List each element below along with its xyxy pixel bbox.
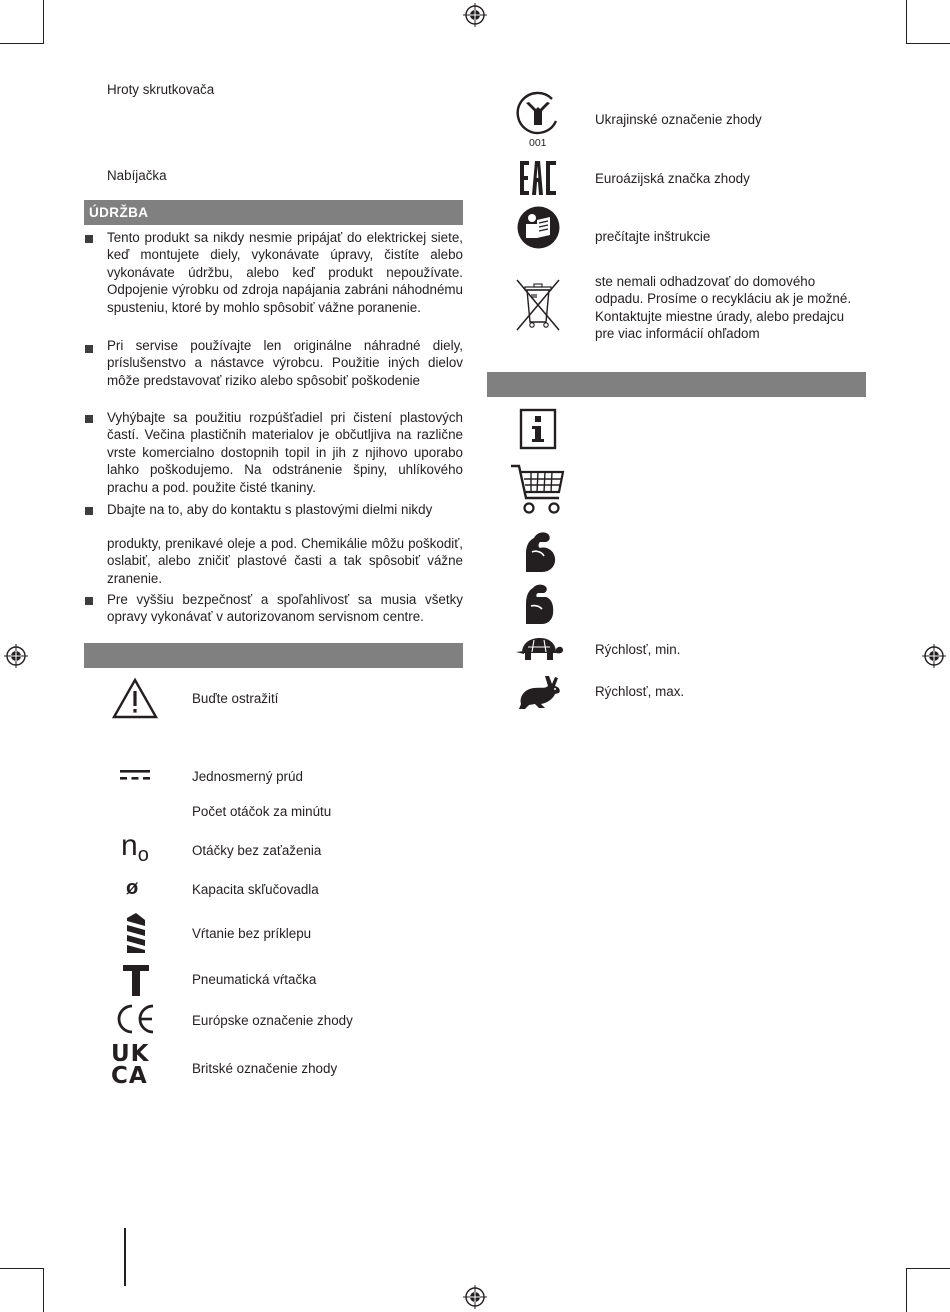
symbol-label: Pneumatická vŕtačka [192, 972, 317, 987]
symbol-label: Jednosmerný prúd [192, 769, 303, 784]
registration-mark-icon [4, 644, 28, 668]
maintenance-bullet: Pre vyššiu bezpečnosť a spoľahlivosť sa musia všetky opravy vykonávať v autorizovanom servisnom centre. [107, 592, 463, 625]
maintenance-bullet: Pri servise používajte len originálne náhradné diely, príslušenstvo a nástavce výrobcu. Použitie iných dielov môže predstavovať riziko alebo spôsobiť poškodenie [107, 338, 463, 388]
mark-label: Ukrajinské označenie zhody [595, 112, 762, 127]
hammer-icon [121, 963, 151, 997]
ukrainian-mark-code: 001 [529, 137, 547, 149]
maintenance-bullet-continuation: produkty, prenikavé oleje a pod. Chemikálie môžu poškodiť, oslabiť, alebo zničiť plastové časti a tak spôsobiť vážne zranenie. [107, 536, 463, 586]
crop-mark [906, 1268, 907, 1312]
symbol-label: Počet otáčok za minútu [192, 804, 332, 819]
crop-mark [0, 43, 44, 44]
ukca-mark-bottom: CA [111, 1063, 148, 1089]
drill-bit-icon [124, 912, 148, 954]
no-load-speed-subscript: o [137, 844, 149, 866]
symbols-section-header [84, 643, 463, 668]
mark-label: prečítajte inštrukcie [595, 229, 711, 244]
maintenance-section-header: ÚDRŽBA [84, 200, 463, 225]
bullet-marker [85, 235, 93, 243]
crop-mark [0, 1268, 44, 1269]
symbol-label: Európske označenie zhody [192, 1013, 353, 1028]
crop-mark [906, 1268, 950, 1269]
rabbit-icon [515, 674, 563, 710]
crop-mark [906, 43, 950, 44]
ukca-mark-icon [111, 1043, 161, 1087]
maintenance-bullet: Vyhýbajte sa použitiu rozpúšťadiel pri čistení plastových častí. Večina plastičnih materialov je občutljiva na različne vrste komercialno dostopnih topil in jih z njihovo uporabo lahko poškodujemo. Na odstránenie špiny, uhlíkového prachu a pod. použite čisté tkaniny. [107, 410, 463, 495]
no-load-speed-glyph: n [121, 829, 138, 862]
accessory-item: Nabíjačka [107, 168, 167, 183]
diameter-icon: ø [126, 877, 139, 899]
maintenance-bullet: Tento produkt sa nikdy nesmie pripájať do elektrickej siete, keď montujete diely, vykonávate úpravy, čistíte alebo vykonávate údržbu, alebo keď produkt nepoužívate. Odpojenie výrobku od zdroja napájania zabráni náhodnému spusteniu, ktoré by mohlo spôsobiť vážne poranenie. [107, 230, 463, 315]
warning-triangle-icon [111, 677, 159, 720]
turtle-icon [514, 635, 564, 663]
bullet-marker [85, 345, 93, 353]
symbol-label: Vŕtanie bez príklepu [192, 926, 312, 941]
page-margin-line [124, 1228, 126, 1286]
crop-mark [906, 0, 907, 44]
icon-label: Rýchlosť, max. [595, 684, 685, 699]
mark-label: ste nemali odhadzovať do domového odpadu. Prosíme o recykláciu ak je možné. Kontaktujte miestne úrady, alebo predajcu pre viac informácií ohľadom [595, 274, 852, 342]
read-manual-icon [517, 206, 560, 249]
no-load-speed-icon [121, 829, 157, 865]
registration-mark-icon [463, 3, 487, 27]
symbol-label: Otáčky bez zaťaženia [192, 843, 322, 858]
crop-mark [43, 1268, 44, 1312]
ukrainian-conformity-icon [514, 89, 562, 137]
symbol-label: Britské označenie zhody [192, 1061, 338, 1076]
crossed-bin-icon [513, 278, 563, 332]
shopping-cart-icon [509, 462, 565, 516]
strong-arm-icon [520, 530, 558, 574]
arm-icon [520, 582, 558, 626]
ukca-mark-top: UK [111, 1041, 150, 1067]
ce-mark-icon [115, 1003, 157, 1035]
symbol-label: Kapacita skľučovadla [192, 882, 319, 897]
registration-mark-icon [922, 644, 946, 668]
symbol-label: Buďte ostražití [192, 691, 279, 706]
maintenance-bullet: Dbajte na to, aby do kontaktu s plastovými dielmi nikdy [107, 502, 433, 517]
icon-label: Rýchlosť, min. [595, 642, 681, 657]
eac-mark-icon [518, 160, 558, 196]
bullet-marker [85, 597, 93, 605]
bullet-marker [85, 507, 93, 515]
info-icon [519, 408, 557, 450]
direct-current-icon [119, 768, 151, 782]
icons-section-header [487, 372, 866, 397]
crop-mark [43, 0, 44, 44]
accessory-item: Hroty skrutkovača [107, 82, 215, 97]
registration-mark-icon [463, 1285, 487, 1309]
mark-label: Euroázijská značka zhody [595, 171, 750, 186]
bullet-marker [85, 415, 93, 423]
